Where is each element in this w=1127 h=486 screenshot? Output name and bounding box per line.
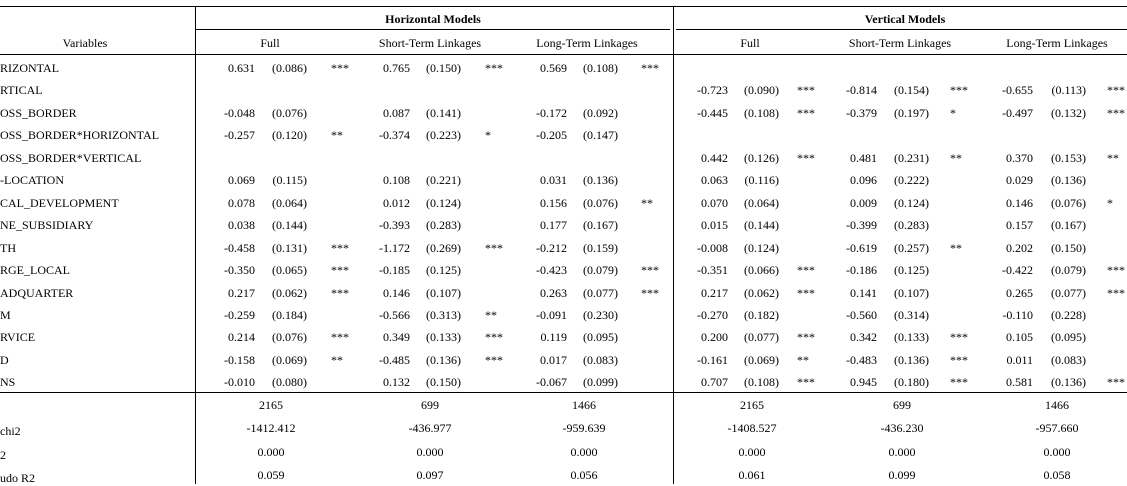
subheader-h-short: Short-Term Linkages <box>378 36 482 50</box>
coefficient-cell: -0.091 <box>536 307 567 322</box>
significance-stars: *** <box>797 375 815 390</box>
std-error-cell: (0.077) <box>744 330 779 345</box>
coefficient-cell: 0.217 <box>701 285 728 300</box>
variable-label: CAL_DEVELOPMENT <box>0 195 119 210</box>
significance-stars: ** <box>1107 150 1119 165</box>
std-error-cell: (0.107) <box>894 285 929 300</box>
significance-stars: *** <box>485 61 503 75</box>
variable-label: RGE_LOCAL <box>0 263 70 278</box>
std-error-cell: (0.167) <box>583 218 618 233</box>
std-error-cell: (0.120) <box>272 128 307 143</box>
coefficient-cell: 0.265 <box>1006 285 1033 300</box>
std-error-cell: (0.095) <box>583 330 618 345</box>
group-header-horizontal: Horizontal Models <box>385 12 481 26</box>
coefficient-cell: -0.351 <box>697 263 728 278</box>
coefficient-cell: -0.655 <box>1002 83 1033 98</box>
std-error-cell: (0.136) <box>426 352 461 367</box>
std-error-cell: (0.083) <box>1051 352 1086 367</box>
std-error-cell: (0.141) <box>426 105 461 120</box>
significance-stars: *** <box>1107 105 1125 120</box>
coefficient-cell: 0.009 <box>850 195 877 210</box>
coefficient-cell: 0.119 <box>540 330 567 345</box>
std-error-cell: (0.180) <box>894 375 929 390</box>
coefficient-cell: -0.048 <box>224 105 255 120</box>
std-error-cell: (0.223) <box>426 128 461 143</box>
coefficient-cell: 0.017 <box>540 352 567 367</box>
variable-label: NS <box>0 375 16 390</box>
statistic-value: 0.000 <box>257 445 285 459</box>
std-error-cell: (0.062) <box>744 285 779 300</box>
stats-separator-rule <box>0 392 1127 393</box>
variable-label: ADQUARTER <box>0 285 74 300</box>
statistic-value: 0.099 <box>888 468 916 482</box>
coefficient-cell: 0.217 <box>228 285 255 300</box>
significance-stars: *** <box>641 263 659 278</box>
significance-stars: *** <box>1107 285 1125 300</box>
variable-label: OSS_BORDER*VERTICAL <box>0 150 142 165</box>
coefficient-cell: 0.070 <box>701 195 728 210</box>
significance-stars: * <box>950 105 956 120</box>
coefficient-cell: -0.814 <box>846 83 877 98</box>
significance-stars: *** <box>641 285 659 300</box>
std-error-cell: (0.283) <box>894 218 929 233</box>
std-error-cell: (0.197) <box>894 105 929 120</box>
std-error-cell: (0.107) <box>426 285 461 300</box>
std-error-cell: (0.231) <box>894 150 929 165</box>
std-error-cell: (0.136) <box>1051 375 1086 390</box>
statistic-value: 0.097 <box>416 468 444 482</box>
std-error-cell: (0.124) <box>894 195 929 210</box>
coefficient-cell: -0.566 <box>379 307 410 322</box>
std-error-cell: (0.144) <box>272 218 307 233</box>
std-error-cell: (0.062) <box>272 285 307 300</box>
coefficient-cell: 0.031 <box>540 173 567 188</box>
std-error-cell: (0.076) <box>1051 195 1086 210</box>
significance-stars: *** <box>950 330 968 345</box>
significance-stars: *** <box>485 330 503 345</box>
significance-stars: *** <box>331 263 349 278</box>
coefficient-cell: -1.172 <box>379 240 410 255</box>
significance-stars: ** <box>331 128 343 143</box>
coefficient-cell: -0.445 <box>697 105 728 120</box>
subheader-h-long: Long-Term Linkages <box>536 36 638 50</box>
significance-stars: ** <box>950 150 962 165</box>
std-error-cell: (0.150) <box>426 375 461 390</box>
statistic-value: 0.000 <box>1043 445 1071 459</box>
coefficient-cell: 0.087 <box>383 105 410 120</box>
coefficient-cell: 0.069 <box>228 173 255 188</box>
coefficient-cell: -0.259 <box>224 307 255 322</box>
statistic-value: -1408.527 <box>727 421 777 435</box>
significance-stars: *** <box>1107 83 1125 98</box>
std-error-cell: (0.076) <box>272 105 307 120</box>
coefficient-cell: -0.008 <box>697 240 728 255</box>
statistic-value: 699 <box>893 398 911 412</box>
std-error-cell: (0.125) <box>894 263 929 278</box>
std-error-cell: (0.221) <box>426 173 461 188</box>
significance-stars: ** <box>485 307 497 322</box>
statistic-value: -436.230 <box>880 421 924 435</box>
variable-label: NE_SUBSIDIARY <box>0 218 94 233</box>
statistic-value: 1466 <box>572 398 596 412</box>
std-error-cell: (0.150) <box>1051 240 1086 255</box>
coefficient-cell: -0.067 <box>536 375 567 390</box>
header-bottom-rule <box>0 54 1127 55</box>
coefficient-cell: 0.481 <box>850 150 877 165</box>
std-error-cell: (0.077) <box>1051 285 1086 300</box>
std-error-cell: (0.115) <box>272 173 307 188</box>
std-error-cell: (0.124) <box>744 240 779 255</box>
coefficient-cell: 0.156 <box>540 195 567 210</box>
coefficient-cell: -0.723 <box>697 83 728 98</box>
std-error-cell: (0.257) <box>894 240 929 255</box>
statistic-value: -957.660 <box>1035 421 1079 435</box>
significance-stars: ** <box>641 195 653 210</box>
std-error-cell: (0.153) <box>1051 150 1086 165</box>
coefficient-cell: -0.399 <box>846 218 877 233</box>
coefficient-cell: -0.257 <box>224 128 255 143</box>
std-error-cell: (0.269) <box>426 240 461 255</box>
std-error-cell: (0.116) <box>744 173 779 188</box>
coefficient-cell: 0.108 <box>383 173 410 188</box>
subheader-v-long: Long-Term Linkages <box>1006 36 1108 50</box>
std-error-cell: (0.159) <box>583 240 618 255</box>
statistic-value: 0.056 <box>570 468 598 482</box>
coefficient-cell: -0.161 <box>697 352 728 367</box>
significance-stars: ** <box>331 352 343 367</box>
group-rule-horizontal <box>195 29 670 30</box>
coefficient-cell: 0.011 <box>1006 352 1033 367</box>
significance-stars: * <box>485 128 491 143</box>
std-error-cell: (0.095) <box>1051 330 1086 345</box>
coefficient-cell: -0.270 <box>697 307 728 322</box>
coefficient-cell: -0.205 <box>536 128 567 143</box>
coefficient-cell: 0.200 <box>701 330 728 345</box>
statistic-label: 2 <box>0 448 6 462</box>
coefficient-cell: 0.707 <box>701 375 728 390</box>
coefficient-cell: 0.581 <box>1006 375 1033 390</box>
significance-stars: *** <box>485 240 503 255</box>
std-error-cell: (0.144) <box>744 218 779 233</box>
significance-stars: *** <box>331 285 349 300</box>
variable-label: -LOCATION <box>0 173 64 188</box>
variable-label: TH <box>0 240 16 255</box>
coefficient-cell: 0.132 <box>383 375 410 390</box>
coefficient-cell: -0.110 <box>1002 307 1033 322</box>
statistic-value: 2165 <box>740 398 764 412</box>
coefficient-cell: -0.485 <box>379 352 410 367</box>
std-error-cell: (0.154) <box>894 83 929 98</box>
std-error-cell: (0.132) <box>1051 105 1086 120</box>
coefficient-cell: -0.393 <box>379 218 410 233</box>
coefficient-cell: 0.370 <box>1006 150 1033 165</box>
std-error-cell: (0.077) <box>583 285 618 300</box>
std-error-cell: (0.133) <box>426 330 461 345</box>
std-error-cell: (0.090) <box>744 83 779 98</box>
significance-stars: *** <box>331 240 349 255</box>
statistic-label: chi2 <box>0 424 21 438</box>
coefficient-cell: 0.015 <box>701 218 728 233</box>
subheader-h-full: Full <box>260 36 280 50</box>
std-error-cell: (0.108) <box>744 105 779 120</box>
coefficient-cell: -0.158 <box>224 352 255 367</box>
coefficient-cell: -0.619 <box>846 240 877 255</box>
std-error-cell: (0.228) <box>1051 307 1086 322</box>
std-error-cell: (0.230) <box>583 307 618 322</box>
std-error-cell: (0.125) <box>426 263 461 278</box>
statistic-value: 1466 <box>1045 398 1069 412</box>
coefficient-cell: 0.202 <box>1006 240 1033 255</box>
coefficient-cell: 0.214 <box>228 330 255 345</box>
statistic-value: 0.000 <box>888 445 916 459</box>
std-error-cell: (0.064) <box>272 195 307 210</box>
subheader-v-full: Full <box>740 36 760 50</box>
statistic-value: -1412.412 <box>246 421 296 435</box>
coefficient-cell: 0.038 <box>228 218 255 233</box>
significance-stars: * <box>1107 195 1113 210</box>
variable-label: OSS_BORDER*HORIZONTAL <box>0 128 160 143</box>
significance-stars: *** <box>331 330 349 345</box>
coefficient-cell: -0.172 <box>536 105 567 120</box>
statistic-label: udo R2 <box>0 471 36 485</box>
std-error-cell: (0.083) <box>583 352 618 367</box>
coefficient-cell: -0.422 <box>1002 263 1033 278</box>
std-error-cell: (0.069) <box>744 352 779 367</box>
coefficient-cell: -0.010 <box>224 375 255 390</box>
std-error-cell: (0.086) <box>272 61 307 75</box>
std-error-cell: (0.313) <box>426 307 461 322</box>
std-error-cell: (0.099) <box>583 375 618 390</box>
coefficient-cell: 0.177 <box>540 218 567 233</box>
std-error-cell: (0.314) <box>894 307 929 322</box>
statistic-value: 0.000 <box>570 445 598 459</box>
coefficient-cell: 0.063 <box>701 173 728 188</box>
std-error-cell: (0.283) <box>426 218 461 233</box>
coefficient-cell: 0.141 <box>850 285 877 300</box>
significance-stars: *** <box>950 375 968 390</box>
std-error-cell: (0.136) <box>583 173 618 188</box>
std-error-cell: (0.136) <box>894 352 929 367</box>
significance-stars: *** <box>797 83 815 98</box>
coefficient-cell: 0.945 <box>850 375 877 390</box>
std-error-cell: (0.131) <box>272 240 307 255</box>
significance-stars: *** <box>797 263 815 278</box>
std-error-cell: (0.150) <box>426 61 461 75</box>
coefficient-cell: 0.263 <box>540 285 567 300</box>
statistic-value: 2165 <box>259 398 283 412</box>
std-error-cell: (0.076) <box>272 330 307 345</box>
coefficient-cell: 0.146 <box>383 285 410 300</box>
significance-stars: *** <box>797 285 815 300</box>
std-error-cell: (0.064) <box>744 195 779 210</box>
variable-label: M <box>0 307 11 322</box>
column-divider-left <box>195 6 196 484</box>
std-error-cell: (0.126) <box>744 150 779 165</box>
subheader-v-short: Short-Term Linkages <box>848 36 952 50</box>
std-error-cell: (0.076) <box>583 195 618 210</box>
coefficient-cell: 0.765 <box>383 61 410 75</box>
coefficient-cell: 0.029 <box>1006 173 1033 188</box>
std-error-cell: (0.108) <box>583 61 618 75</box>
coefficient-cell: 0.078 <box>228 195 255 210</box>
coefficient-cell: 0.096 <box>850 173 877 188</box>
variable-label: RIZONTAL <box>0 61 60 75</box>
significance-stars: *** <box>797 150 815 165</box>
std-error-cell: (0.147) <box>583 128 618 143</box>
std-error-cell: (0.113) <box>1051 83 1086 98</box>
significance-stars: *** <box>950 352 968 367</box>
statistic-value: 0.059 <box>257 468 285 482</box>
variable-label: OSS_BORDER <box>0 105 77 120</box>
coefficient-cell: -0.185 <box>379 263 410 278</box>
coefficient-cell: -0.560 <box>846 307 877 322</box>
statistic-value: 0.000 <box>416 445 444 459</box>
coefficient-cell: -0.350 <box>224 263 255 278</box>
significance-stars: ** <box>797 352 809 367</box>
coefficient-cell: 0.349 <box>383 330 410 345</box>
coefficient-cell: 0.157 <box>1006 218 1033 233</box>
coefficient-cell: 0.012 <box>383 195 410 210</box>
coefficient-cell: 0.631 <box>228 61 255 75</box>
variables-header: Variables <box>62 36 108 50</box>
coefficient-cell: -0.186 <box>846 263 877 278</box>
variable-label: RVICE <box>0 330 36 345</box>
std-error-cell: (0.079) <box>583 263 618 278</box>
significance-stars: *** <box>797 330 815 345</box>
std-error-cell: (0.222) <box>894 173 929 188</box>
coefficient-cell: 0.342 <box>850 330 877 345</box>
significance-stars: *** <box>641 61 659 75</box>
coefficient-cell: -0.374 <box>379 128 410 143</box>
coefficient-cell: 0.105 <box>1006 330 1033 345</box>
std-error-cell: (0.092) <box>583 105 618 120</box>
coefficient-cell: -0.497 <box>1002 105 1033 120</box>
significance-stars: *** <box>485 352 503 367</box>
variable-label: D <box>0 352 9 367</box>
std-error-cell: (0.182) <box>744 307 779 322</box>
significance-stars: *** <box>331 61 349 75</box>
std-error-cell: (0.066) <box>744 263 779 278</box>
significance-stars: *** <box>1107 263 1125 278</box>
significance-stars: *** <box>797 105 815 120</box>
std-error-cell: (0.065) <box>272 263 307 278</box>
std-error-cell: (0.079) <box>1051 263 1086 278</box>
coefficient-cell: 0.442 <box>701 150 728 165</box>
std-error-cell: (0.124) <box>426 195 461 210</box>
statistic-value: 0.058 <box>1043 468 1071 482</box>
std-error-cell: (0.184) <box>272 307 307 322</box>
significance-stars: *** <box>1107 375 1125 390</box>
statistic-value: -436.977 <box>408 421 452 435</box>
coefficient-cell: -0.458 <box>224 240 255 255</box>
coefficient-cell: 0.146 <box>1006 195 1033 210</box>
std-error-cell: (0.108) <box>744 375 779 390</box>
group-rule-vertical <box>676 29 1127 30</box>
coefficient-cell: -0.423 <box>536 263 567 278</box>
std-error-cell: (0.080) <box>272 375 307 390</box>
group-header-vertical: Vertical Models <box>864 12 946 26</box>
std-error-cell: (0.069) <box>272 352 307 367</box>
coefficient-cell: -0.212 <box>536 240 567 255</box>
statistic-value: 0.061 <box>738 468 766 482</box>
std-error-cell: (0.133) <box>894 330 929 345</box>
coefficient-cell: -0.483 <box>846 352 877 367</box>
significance-stars: *** <box>950 83 968 98</box>
variable-label: RTICAL <box>0 83 43 98</box>
top-rule <box>0 6 1127 7</box>
statistic-value: 0.000 <box>738 445 766 459</box>
coefficient-cell: 0.569 <box>540 61 567 75</box>
column-divider-middle <box>673 6 674 484</box>
coefficient-cell: -0.379 <box>846 105 877 120</box>
statistic-value: 699 <box>421 398 439 412</box>
std-error-cell: (0.167) <box>1051 218 1086 233</box>
significance-stars: ** <box>950 240 962 255</box>
statistic-value: -959.639 <box>562 421 606 435</box>
std-error-cell: (0.136) <box>1051 173 1086 188</box>
